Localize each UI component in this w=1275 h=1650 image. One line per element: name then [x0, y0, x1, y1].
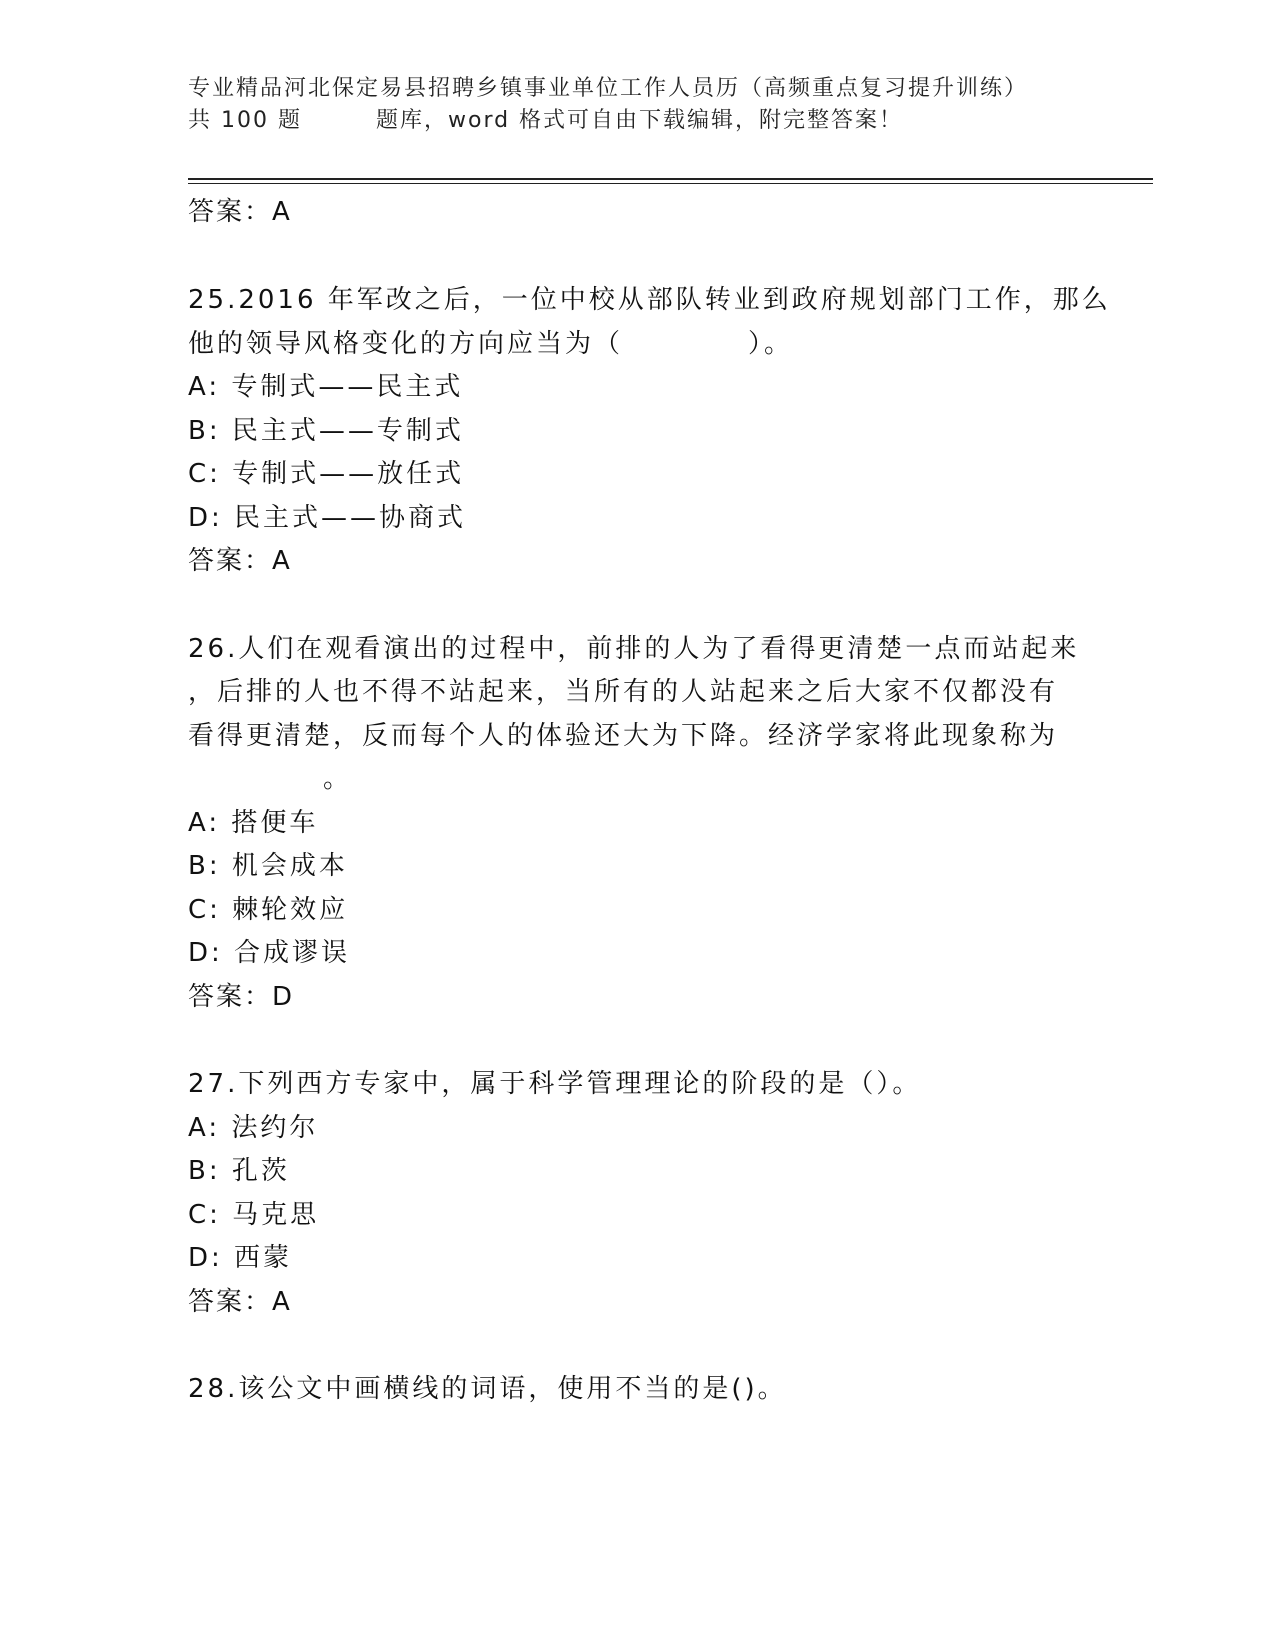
- q26-option-d: D: 合成谬误: [188, 938, 351, 968]
- q25-option-d: D: 民主式——协商式: [188, 503, 467, 533]
- q27-option-d: D: 西蒙: [188, 1243, 293, 1273]
- document-header: [188, 73, 1088, 137]
- q27-answer: 答案：A: [188, 1287, 292, 1317]
- q26-option-b: B: 机会成本: [188, 851, 348, 881]
- q25-option-a: A: 专制式——民主式: [188, 372, 464, 402]
- q26-stem-line1: 26.人们在观看演出的过程中，前排的人为了看得更清楚一点而站起来: [188, 634, 1080, 664]
- q28-stem-line1: 28.该公文中画横线的词语，使用不当的是()。: [188, 1374, 787, 1404]
- q25-option-c: C: 专制式——放任式: [188, 459, 465, 489]
- q25-answer: 答案：A: [188, 546, 292, 576]
- header-title: 专业精品河北保定易县招聘乡镇事业单位工作人员历（高频重点复习提升训练）: [188, 76, 1029, 101]
- q26-option-a: A: 搭便车: [188, 808, 319, 838]
- header-subtitle: [188, 105, 1088, 137]
- q26-stem-line4: 。: [323, 764, 353, 794]
- q26-option-c: C: 棘轮效应: [188, 895, 349, 925]
- q25-stem-line2: 他的领导风格变化的方向应当为（ ）。: [188, 329, 794, 359]
- header-rule-thin: [188, 183, 1153, 184]
- q27-option-c: C: 马克思: [188, 1200, 320, 1230]
- q25-option-b: B: 民主式——专制式: [188, 416, 464, 446]
- q27-stem-line1: 27.下列西方专家中，属于科学管理理论的阶段的是（）。: [188, 1069, 922, 1099]
- header-rule-thick: [188, 178, 1153, 180]
- header-note: 题库，word 格式可自由下载编辑，附完整答案！: [375, 108, 904, 133]
- q26-answer: 答案：D: [188, 982, 295, 1012]
- q27-option-b: B: 孔茨: [188, 1156, 290, 1186]
- q27-option-a: A: 法约尔: [188, 1113, 319, 1143]
- q26-stem-line3: 看得更清楚，反而每个人的体验还大为下降。经济学家将此现象称为: [188, 721, 1059, 751]
- q25-stem-line1: 25.2016 年军改之后，一位中校从部队转业到政府规划部门工作，那么: [188, 285, 1111, 315]
- question-count: 共 100 题: [188, 108, 302, 133]
- prev-answer: 答案：A: [188, 197, 292, 227]
- q26-stem-line2: ，后排的人也不得不站起来，当所有的人站起来之后大家不仅都没有: [188, 677, 1059, 707]
